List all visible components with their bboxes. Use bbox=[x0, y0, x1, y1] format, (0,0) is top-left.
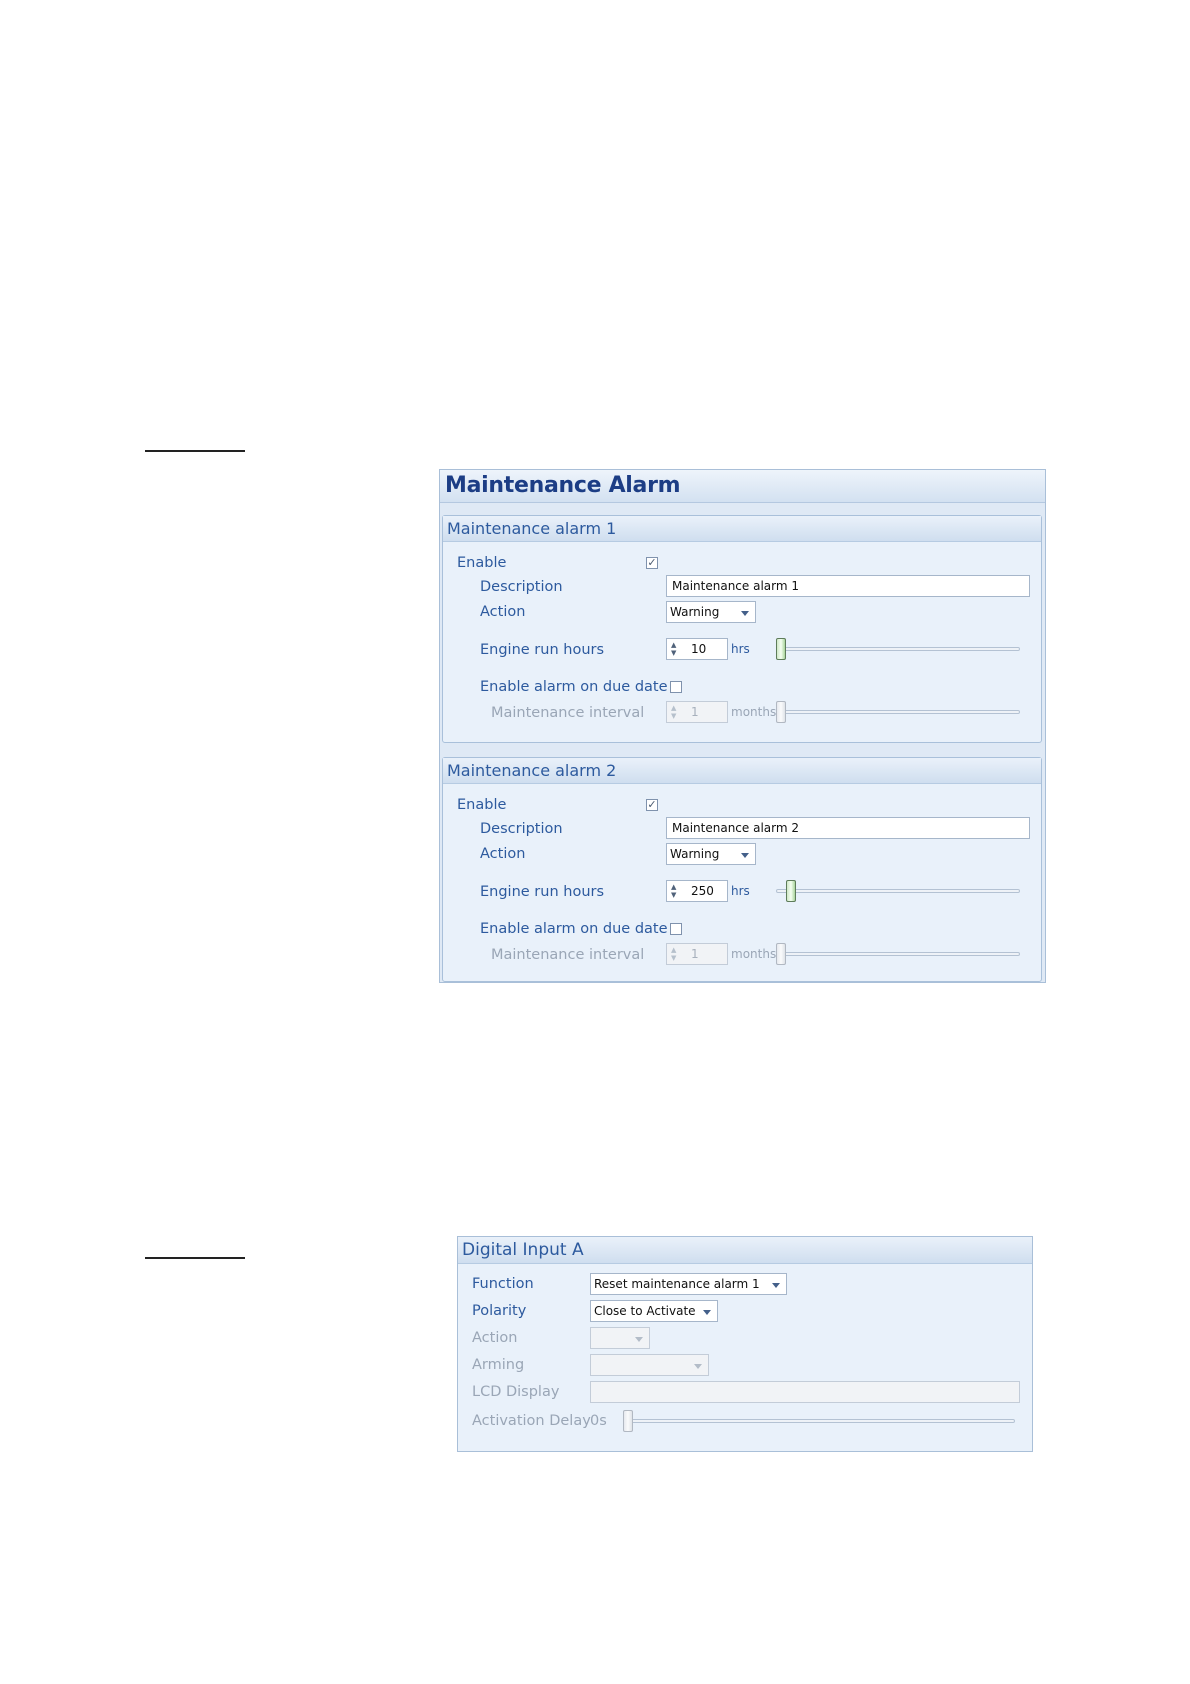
panel-title: Maintenance Alarm bbox=[440, 470, 1045, 503]
check-icon: ✓ bbox=[647, 556, 657, 569]
description-label: Description bbox=[480, 821, 563, 837]
run-hours-unit: hrs bbox=[731, 642, 750, 656]
chevron-down-icon bbox=[635, 1337, 643, 1342]
interval-label: Maintenance interval bbox=[491, 705, 645, 721]
run-hours-spinner[interactable] bbox=[666, 880, 728, 902]
enable-checkbox[interactable] bbox=[646, 799, 658, 811]
run-hours-unit: hrs bbox=[731, 884, 750, 898]
run-hours-slider-thumb[interactable] bbox=[776, 638, 786, 660]
interval-slider-track[interactable] bbox=[776, 952, 1020, 956]
polarity-select[interactable] bbox=[590, 1300, 718, 1322]
spin-arrows-icon[interactable]: ▲ ▼ bbox=[671, 883, 677, 899]
interval-spinner[interactable] bbox=[666, 943, 728, 965]
activation-delay-value: 0s bbox=[590, 1413, 607, 1429]
chevron-down-icon bbox=[703, 1310, 711, 1315]
spin-arrows-icon[interactable]: ▲ ▼ bbox=[671, 946, 677, 962]
run-hours-spinner[interactable] bbox=[666, 638, 728, 660]
interval-unit: months bbox=[731, 947, 777, 961]
run-hours-value: 250 bbox=[691, 884, 714, 898]
interval-label: Maintenance interval bbox=[491, 947, 645, 963]
action-select[interactable] bbox=[666, 843, 756, 865]
digital-input-a-panel bbox=[457, 1236, 1033, 1452]
maintenance-alarm-2-group bbox=[442, 757, 1042, 982]
run-hours-label: Engine run hours bbox=[480, 884, 605, 900]
section-rule-2 bbox=[145, 1257, 245, 1259]
function-select[interactable] bbox=[590, 1273, 787, 1295]
group-header: Digital Input A bbox=[458, 1237, 1032, 1264]
run-hours-slider-track[interactable] bbox=[776, 647, 1020, 651]
action-label: Action bbox=[472, 1330, 518, 1346]
group-header: Maintenance alarm 1 bbox=[443, 516, 1041, 542]
run-hours-value: 10 bbox=[691, 642, 707, 656]
action-label: Action bbox=[480, 604, 526, 620]
action-label: Action bbox=[480, 846, 526, 862]
arming-label: Arming bbox=[472, 1357, 525, 1373]
due-date-label: Enable alarm on due date bbox=[480, 679, 668, 695]
action-select[interactable] bbox=[666, 601, 756, 623]
chevron-down-icon bbox=[772, 1283, 780, 1288]
function-label: Function bbox=[472, 1276, 534, 1292]
activation-delay-label: Activation Delay bbox=[472, 1413, 591, 1429]
interval-slider-track[interactable] bbox=[776, 710, 1020, 714]
run-hours-slider-thumb[interactable] bbox=[786, 880, 796, 902]
activation-delay-slider-track[interactable] bbox=[623, 1419, 1015, 1423]
maintenance-alarm-1-group bbox=[442, 515, 1042, 743]
chevron-down-icon bbox=[741, 611, 749, 616]
chevron-down-icon bbox=[741, 853, 749, 858]
interval-slider-thumb[interactable] bbox=[776, 701, 786, 723]
chevron-down-icon bbox=[694, 1364, 702, 1369]
maintenance-alarm-panel bbox=[439, 469, 1046, 983]
description-label: Description bbox=[480, 579, 563, 595]
section-rule-1 bbox=[145, 450, 245, 452]
function-select-value: Reset maintenance alarm 1 bbox=[594, 1277, 760, 1291]
spin-arrows-icon[interactable]: ▲ ▼ bbox=[671, 641, 677, 657]
arming-select[interactable] bbox=[590, 1354, 709, 1376]
interval-value: 1 bbox=[691, 947, 699, 961]
interval-value: 1 bbox=[691, 705, 699, 719]
interval-spinner[interactable] bbox=[666, 701, 728, 723]
polarity-label: Polarity bbox=[472, 1303, 527, 1319]
lcd-display-label: LCD Display bbox=[472, 1384, 560, 1400]
interval-slider-thumb[interactable] bbox=[776, 943, 786, 965]
due-date-label: Enable alarm on due date bbox=[480, 921, 668, 937]
lcd-display-input[interactable] bbox=[590, 1381, 1020, 1403]
check-icon: ✓ bbox=[647, 798, 657, 811]
run-hours-slider-track[interactable] bbox=[776, 889, 1020, 893]
spin-arrows-icon[interactable]: ▲ ▼ bbox=[671, 704, 677, 720]
interval-unit: months bbox=[731, 705, 777, 719]
enable-checkbox[interactable] bbox=[646, 557, 658, 569]
description-input[interactable]: Maintenance alarm 1 bbox=[666, 575, 1030, 597]
action-select-value: Warning bbox=[670, 847, 720, 861]
description-input[interactable]: Maintenance alarm 2 bbox=[666, 817, 1030, 839]
action-select[interactable] bbox=[590, 1327, 650, 1349]
run-hours-label: Engine run hours bbox=[480, 642, 605, 658]
enable-label: Enable bbox=[457, 797, 507, 813]
activation-delay-slider-thumb[interactable] bbox=[623, 1410, 633, 1432]
action-select-value: Warning bbox=[670, 605, 720, 619]
due-date-checkbox[interactable] bbox=[670, 923, 682, 935]
enable-label: Enable bbox=[457, 555, 507, 571]
due-date-checkbox[interactable] bbox=[670, 681, 682, 693]
group-header: Maintenance alarm 2 bbox=[443, 758, 1041, 784]
polarity-select-value: Close to Activate bbox=[594, 1304, 696, 1318]
